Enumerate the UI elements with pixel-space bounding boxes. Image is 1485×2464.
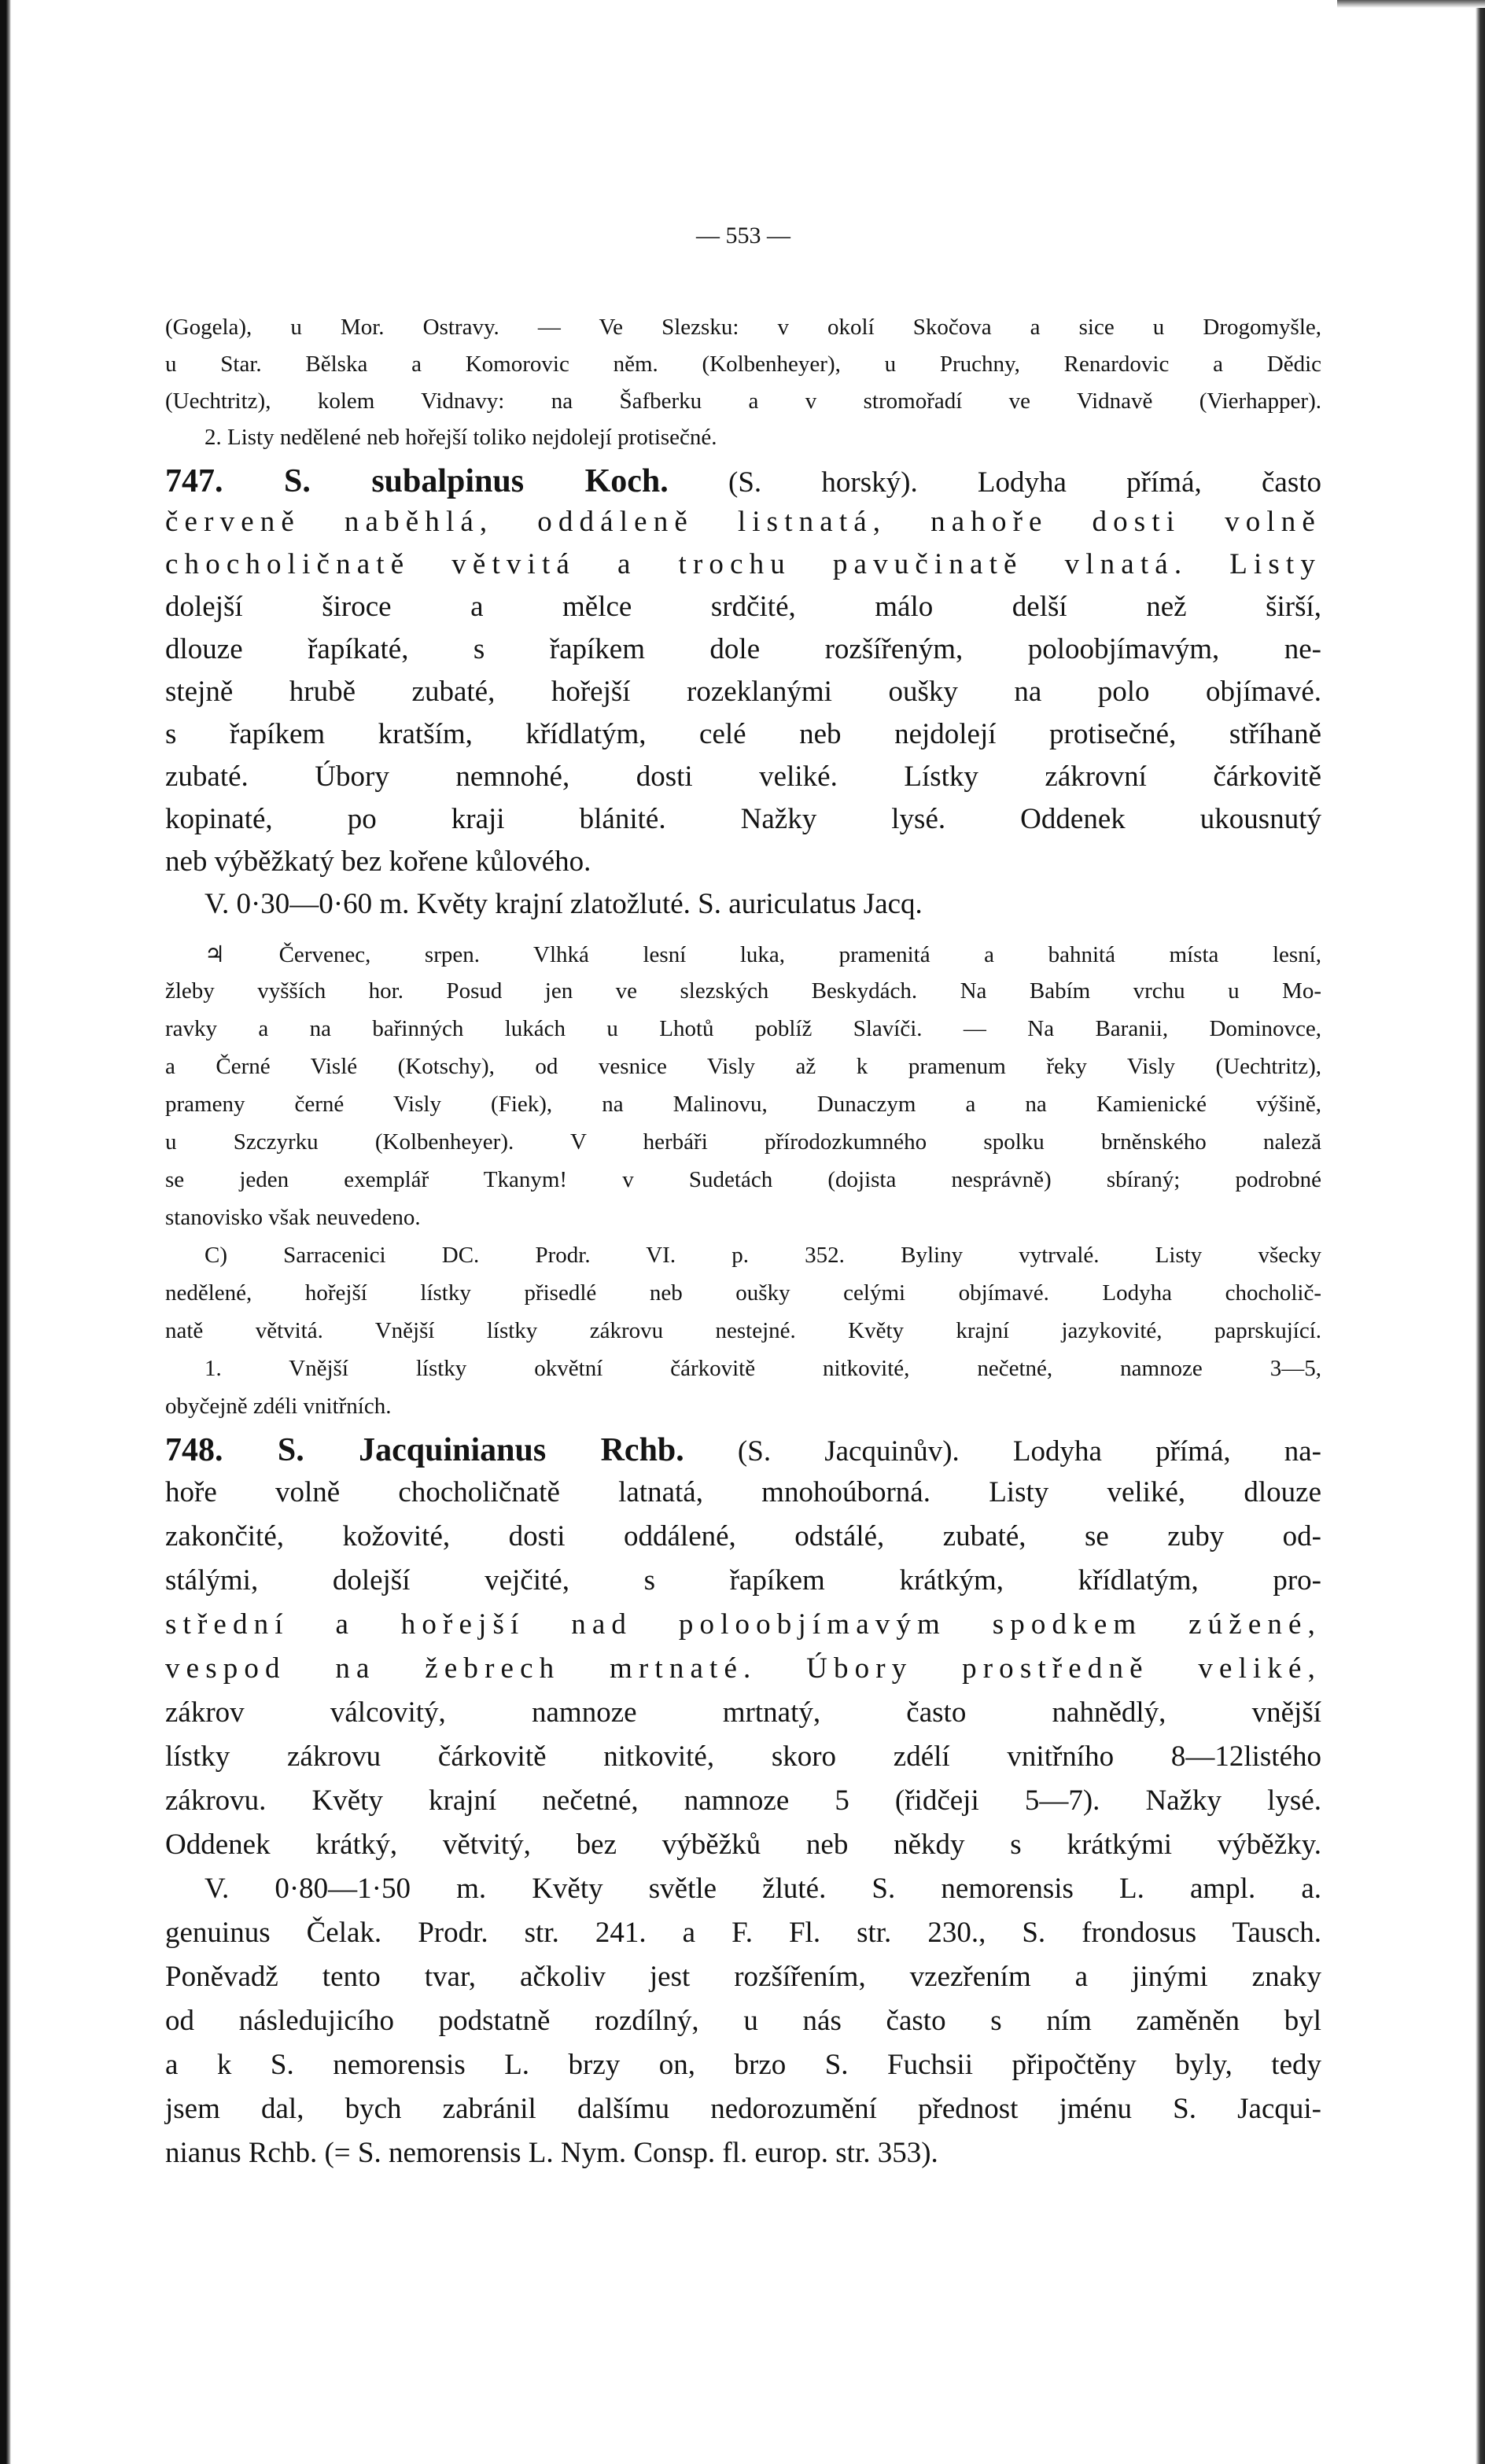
text-line: zákrov válcovitý, namnoze mrtnatý, často nahnědlý, vnější bbox=[165, 1696, 1321, 1729]
text-line: 1. Vnější lístky okvětní čárkovitě nitkovité, nečetné, namnoze 3—5, bbox=[205, 1356, 1321, 1381]
entry-747-heading-line bbox=[165, 462, 1321, 500]
text-line: 2. Listy nedělené neb hořejší toliko nejdolejí protisečné. bbox=[205, 425, 717, 450]
text-line: zákrovu. Květy krajní nečetné, namnoze 5 (řidčeji 5—7). Nažky lysé. bbox=[165, 1784, 1321, 1817]
scan-edge-left bbox=[0, 0, 11, 2464]
text-line: stejně hrubě zubaté, hořejší rozeklanými oušky na polo objímavé. bbox=[165, 676, 1321, 708]
text-line: Poněvadž tento tvar, ačkoliv jest rozšířením, vzezřením a jinými znaky bbox=[165, 1961, 1321, 1993]
text-line: (Uechtritz), kolem Vidnavy: na Šafberku a v stromořadí ve Vidnavě (Vierhapper). bbox=[165, 389, 1321, 414]
text-line: a Černé Vislé (Kotschy), od vesnice Visly až k pramenum řeky Visly (Uechtritz), bbox=[165, 1054, 1321, 1079]
text-line: dolejší široce a mělce srdčité, málo delší než širší, bbox=[165, 591, 1321, 623]
species-heading-748: 748. S. Jacquinianus Rchb. bbox=[165, 1432, 684, 1468]
text-line: V. 0·80—1·50 m. Květy světle žluté. S. nemorensis L. ampl. a. bbox=[205, 1873, 1321, 1905]
text-line: ravky a na bařinných lukách u Lhotů poblíž Slavíči. — Na Baranii, Dominovce, bbox=[165, 1016, 1321, 1041]
text-line: (Gogela), u Mor. Ostravy. — Ve Slezsku: v okolí Skočova a sice u Drogomyšle, bbox=[165, 315, 1321, 340]
text-line: natě větvitá. Vnější lístky zákrovu nestejné. Květy krajní jazykovité, paprskující. bbox=[165, 1318, 1321, 1343]
text-line: prameny černé Visly (Fiek), na Malinovu, Dunaczym a na Kamienické výšině, bbox=[165, 1092, 1321, 1117]
text-line: nedělené, hořejší lístky přisedlé neb oušky celými objímavé. Lodyha chocholič- bbox=[165, 1280, 1321, 1306]
text-line: nianus Rchb. (= S. nemorensis L. Nym. Consp. fl. europ. str. 353). bbox=[165, 2137, 938, 2169]
text-line: zakončité, kožovité, dosti oddálené, odstálé, zubaté, se zuby od- bbox=[165, 1520, 1321, 1552]
text-line: hoře volně chocholičnatě latnatá, mnohoúborná. Listy veliké, dlouze bbox=[165, 1476, 1321, 1508]
text-line: Oddenek krátký, větvitý, bez výběžků neb někdy s krátkými výběžky. bbox=[165, 1829, 1321, 1861]
text-line: červeně naběhlá, oddáleně listnatá, nahoře dosti volně bbox=[165, 506, 1321, 538]
page-number: — 553 — bbox=[696, 223, 790, 249]
text-span: (S. horský). Lodyha přímá, často bbox=[728, 466, 1321, 499]
text-line: u Szczyrku (Kolbenheyer). V herbáři přírodozkumného spolku brněnského naleză bbox=[165, 1129, 1321, 1155]
text-line: neb výběžkatý bez kořene kůlového. bbox=[165, 845, 591, 878]
scan-edge-top bbox=[1337, 0, 1485, 8]
text-line: ♃ Červenec, srpen. Vlhká lesní luka, pramenitá a bahnitá místa lesní, bbox=[205, 942, 1321, 967]
text-line: obyčejně zdéli vnitřních. bbox=[165, 1394, 392, 1419]
text-line: žleby vyšších hor. Posud jen ve slezských Beskydách. Na Babím vrchu u Mo- bbox=[165, 978, 1321, 1004]
text-line: chocholičnatě větvitá a trochu pavučinatě vlnatá. Listy bbox=[165, 548, 1321, 580]
scan-edge-right bbox=[1476, 0, 1485, 2464]
species-heading-747: 747. S. subalpinus Koch. bbox=[165, 463, 669, 499]
text-line: jsem dal, bych zabránil dalšímu nedorozumění přednost jménu S. Jacqui- bbox=[165, 2093, 1321, 2125]
text-line: genuinus Čelak. Prodr. str. 241. a F. Fl. str. 230., S. frondosus Tausch. bbox=[165, 1917, 1321, 1949]
text-line: dlouze řapíkaté, s řapíkem dole rozšířeným, poloobjímavým, ne- bbox=[165, 633, 1321, 665]
text-line: V. 0·30—0·60 m. Květy krajní zlatožluté. S. auriculatus Jacq. bbox=[205, 888, 923, 920]
text-line: se jeden exemplář Tkanym! v Sudetách (dojista nesprávně) sbíraný; podrobné bbox=[165, 1167, 1321, 1192]
text-line: střední a hořejší nad poloobjímavým spodkem zúžené, bbox=[165, 1608, 1321, 1641]
entry-748-heading-line bbox=[165, 1431, 1321, 1469]
text-line: a k S. nemorensis L. brzy on, brzo S. Fuchsii připočtěny byly, tedy bbox=[165, 2049, 1321, 2081]
text-line: C) Sarracenici DC. Prodr. VI. p. 352. Byliny vytrvalé. Listy všecky bbox=[205, 1243, 1321, 1268]
text-line: kopinaté, po kraji blánité. Nažky lysé. Oddenek ukousnutý bbox=[165, 803, 1321, 835]
text-line: s řapíkem kratším, křídlatým, celé neb nejdolejí protisečné, stříhaně bbox=[165, 718, 1321, 750]
text-line: vespod na žebrech mrtnaté. Úbory prostředně veliké, bbox=[165, 1652, 1321, 1685]
text-line: zubaté. Úbory nemnohé, dosti veliké. Lístky zákrovní čárkovitě bbox=[165, 761, 1321, 793]
text-span: (S. Jacquinův). Lodyha přímá, na- bbox=[737, 1435, 1321, 1468]
text-line: lístky zákrovu čárkovitě nitkovité, skoro zdélí vnitřního 8—12listého bbox=[165, 1740, 1321, 1773]
text-line: u Star. Bělska a Komorovic něm. (Kolbenheyer), u Pruchny, Renardovic a Dědic bbox=[165, 352, 1321, 377]
text-line: stanovisko však neuvedeno. bbox=[165, 1205, 421, 1230]
text-line: stálými, dolejší vejčité, s řapíkem krátkým, křídlatým, pro- bbox=[165, 1564, 1321, 1597]
text-line: od následujicího podstatně rozdílný, u nás často s ním zaměněn byl bbox=[165, 2005, 1321, 2037]
